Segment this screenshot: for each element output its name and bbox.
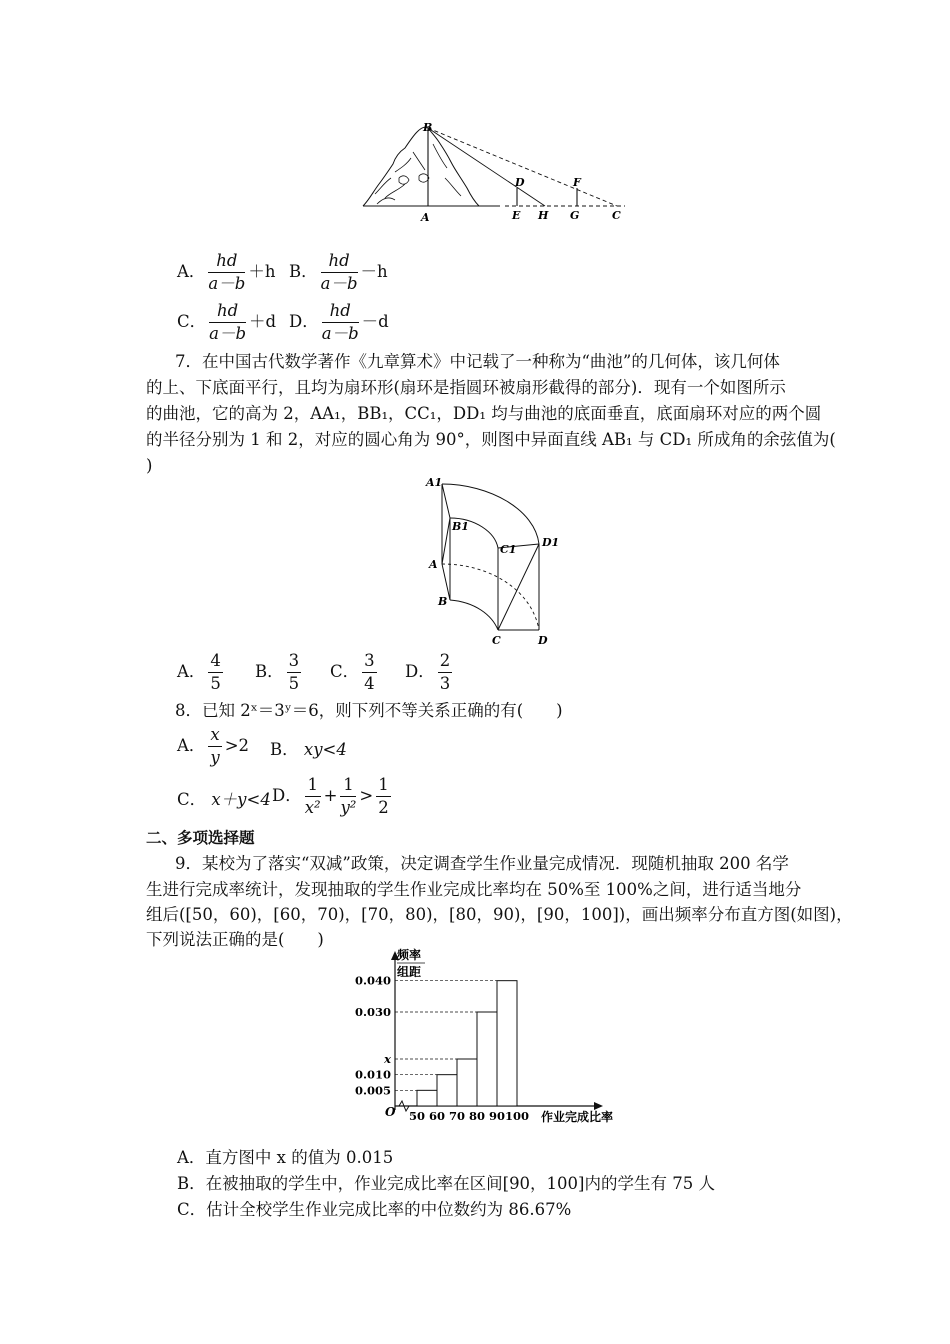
q8-option-d[interactable]: D． $\frac{1}{\text{x²}}$ + $\frac{1}{\text{y²}}$ > $\frac{1}{2}$ <box>272 775 389 817</box>
fig7-label-D: D <box>538 634 548 647</box>
x-tick-label: 90 <box>488 1109 506 1123</box>
origin-label: O <box>385 1105 396 1119</box>
y-axis-label-bottom: 组距 <box>397 965 422 979</box>
q7-line-5: ) <box>146 456 153 475</box>
q9-line-3: 组后([50，60)，[60，70)，[70，80)，[80，90)，[90，100])，画出频率分布直方图(如图)， <box>146 905 853 924</box>
histogram-bar <box>497 981 517 1106</box>
q7-line-3: 的曲池，它的高为 2，AA₁，BB₁，CC₁，DD₁ 均与曲池的底面垂直，底面扇环对应的两个圆 <box>146 404 822 423</box>
q9-option-a[interactable]: A．直方图中 x 的值为 0.015 <box>177 1148 394 1167</box>
y-tick-label: 0.040 <box>354 973 391 988</box>
surveying-figure <box>355 118 640 228</box>
q9-line-4: 下列说法正确的是( ) <box>146 930 324 949</box>
q6-option-b[interactable]: B． $\frac{hd}{a-b}$ －h <box>289 251 388 293</box>
fig6-label-G: G <box>570 209 580 222</box>
x-tick-label: 70 <box>448 1109 466 1123</box>
q7-option-d[interactable]: D． $\frac{2}{3}$ <box>405 651 451 693</box>
curved-pool-figure <box>420 470 570 650</box>
q9-line-2: 生进行完成率统计，发现抽取的学生作业完成比率均在 50%至 100%之间，进行适当地分 <box>146 880 802 899</box>
x-axis-arrow <box>594 1102 603 1110</box>
fig6-label-A: A <box>421 211 430 224</box>
histogram-bar <box>437 1075 457 1106</box>
q6-option-d[interactable]: D． $\frac{hd}{a-b}$ －d <box>289 301 389 343</box>
y-tick-label: 0.010 <box>354 1067 391 1082</box>
histogram-bar <box>477 1012 497 1106</box>
fig7-label-A: A <box>429 558 438 571</box>
q7-line-1: 7．在中国古代数学著作《九章算术》中记载了一种称为“曲池”的几何体，该几何体 <box>175 352 780 371</box>
fig7-label-A1: A1 <box>426 476 443 489</box>
fig7-label-D1: D1 <box>542 536 560 549</box>
histogram-bar <box>417 1090 437 1106</box>
fig7-label-B: B <box>438 595 448 608</box>
q6-option-a[interactable]: A． $\frac{hd}{a-b}$ ＋h <box>177 251 276 293</box>
fig7-label-C1: C1 <box>500 543 517 556</box>
q7-option-b[interactable]: B． $\frac{3}{5}$ <box>255 651 300 693</box>
histogram-bar <box>457 1059 477 1106</box>
q7-option-a[interactable]: A． $\frac{4}{5}$ <box>177 651 221 693</box>
frequency-histogram <box>345 945 645 1125</box>
q7-line-4: 的半径分别为 1 和 2，对应的圆心角为 90°，则图中异面直线 AB₁ 与 CD₁ 所成角的余弦值为( <box>146 430 836 449</box>
x-tick-label: 80 <box>468 1109 486 1123</box>
x-tick-label: 100 <box>504 1109 530 1123</box>
x-tick-label: 50 <box>408 1109 426 1123</box>
q9-option-c[interactable]: C．估计全校学生作业完成比率的中位数约为 86.67% <box>177 1200 572 1219</box>
mountain-outline <box>363 127 479 206</box>
x-tick-label: 60 <box>428 1109 446 1123</box>
q7-line-2: 的上、下底面平行，且均为扇环形(扇环是指圆环被扇形截得的部分)．现有一个如图所示 <box>146 378 786 397</box>
fig6-label-C: C <box>612 209 621 222</box>
fig6-label-E: E <box>512 209 521 222</box>
y-axis-label-top: 频率 <box>397 948 422 962</box>
q9-line-1: 9．某校为了落实“双减”政策，决定调查学生作业量完成情况．现随机抽取 200 名学 <box>175 854 789 873</box>
q8-option-c[interactable]: C． x＋y<4 <box>177 790 271 809</box>
q6-option-c[interactable]: C． $\frac{hd}{a-b}$ ＋d <box>177 301 277 343</box>
x-axis-label: 作业完成比率 <box>541 1110 614 1124</box>
fig6-label-H: H <box>538 209 549 222</box>
y-tick-label: 0.005 <box>354 1083 391 1098</box>
fig7-label-C: C <box>492 634 501 647</box>
fig6-label-F: F <box>573 176 581 189</box>
q7-option-c[interactable]: C． $\frac{3}{4}$ <box>330 651 375 693</box>
y-tick-label: x <box>384 1052 391 1066</box>
q8-option-a[interactable]: A． $\frac{x}{y}$ >2 <box>177 725 250 767</box>
fig6-label-D: D <box>515 176 525 189</box>
y-tick-label: 0.030 <box>354 1005 391 1019</box>
fig6-label-B: B <box>423 121 433 134</box>
section-heading-multiple-choice: 二、多项选择题 <box>146 829 255 847</box>
q8-option-b[interactable]: B． xy<4 <box>270 740 347 759</box>
q8-stem: 8．已知 2ˣ＝3ʸ＝6，则下列不等关系正确的有( ) <box>175 701 563 720</box>
fig7-label-B1: B1 <box>452 520 469 533</box>
q9-option-b[interactable]: B．在被抽取的学生中，作业完成比率在区间[90，100]内的学生有 75 人 <box>177 1174 715 1193</box>
